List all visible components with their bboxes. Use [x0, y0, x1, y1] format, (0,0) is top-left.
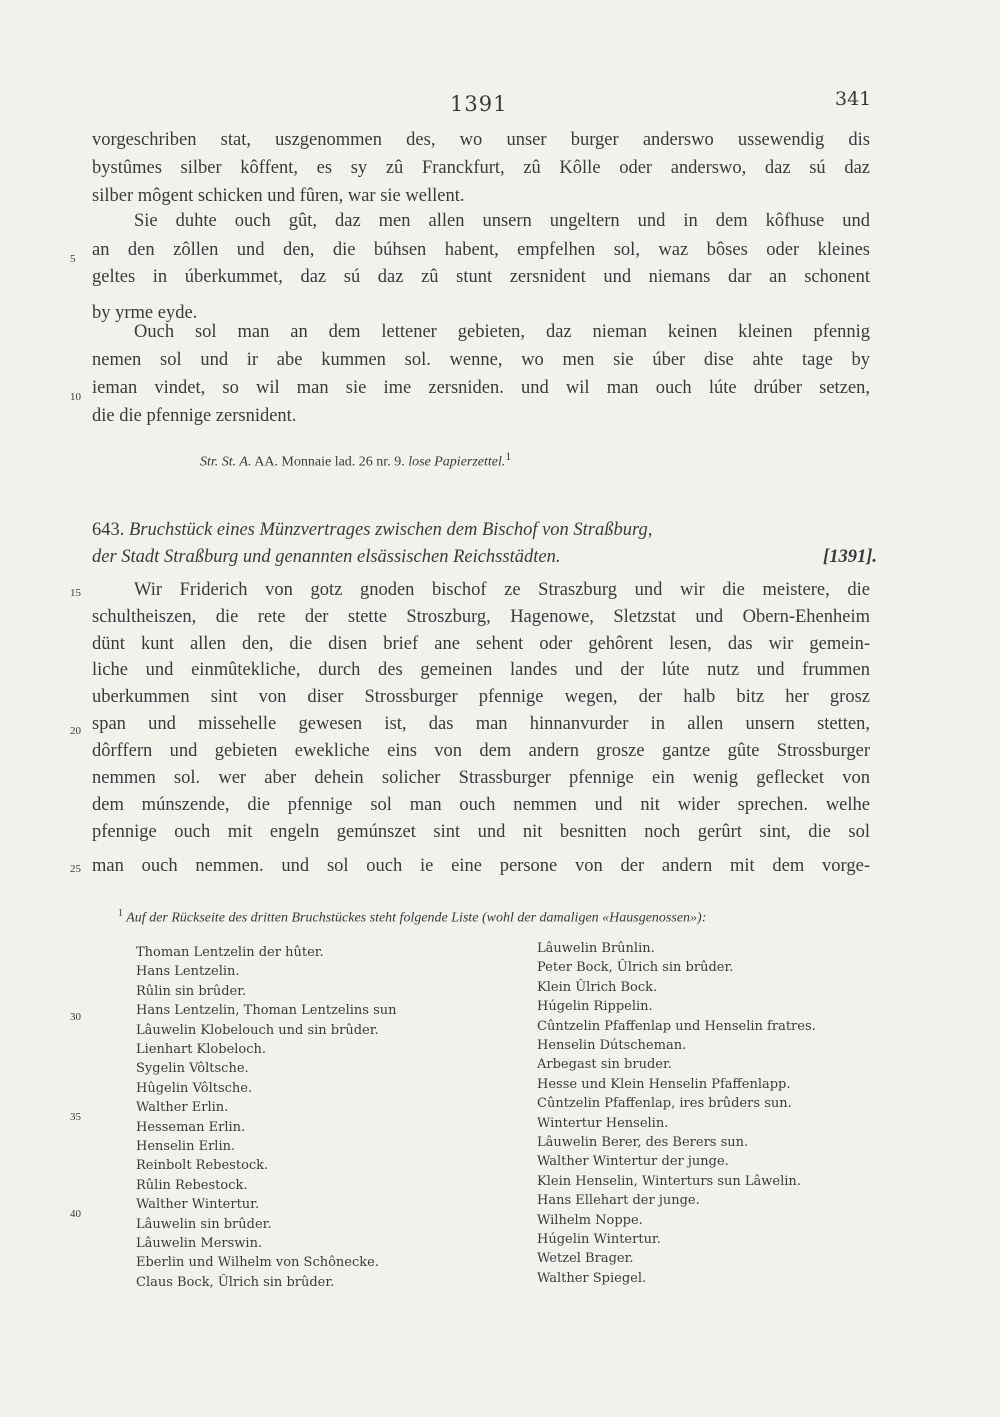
text-line: Sie duhte ouch gût, daz men allen unsern ungeltern und in dem kôfhuse und — [134, 211, 870, 231]
list-item: Lâuwelin Klobelouch und sin brûder. — [136, 1022, 379, 1038]
list-item: Sygelin Vôltsche. — [136, 1061, 249, 1077]
list-item: Lâuwelin sin brûder. — [136, 1216, 272, 1232]
text-line: vorgeschriben stat, uszgenommen des, wo unser burger anderswo ussewendig dis — [92, 130, 870, 150]
list-item: Henselin Erlin. — [136, 1139, 236, 1154]
list-item: Húgelin Rippelin. — [537, 999, 653, 1015]
list-item: Hesse und Klein Henselin Pfaffenlapp. — [537, 1076, 791, 1092]
line-number: 30 — [70, 1011, 81, 1023]
list-item: Hans Lentzelin, Thoman Lentzelins sun — [136, 1003, 397, 1019]
list-item: Lâuwelin Merswin. — [136, 1236, 263, 1251]
text-line: dôrffern und gebieten ewekliche eins von dem andern grosze gantze gûte Strossburger — [92, 741, 870, 761]
list-item: Hesseman Erlin. — [136, 1119, 246, 1135]
list-item: Eberlin und Wilhelm von Schônecke. — [136, 1255, 379, 1271]
text-line: dünt kunt allen den, die disen brief ane sehent oder gehôrent lesen, das wir gemein- — [92, 634, 870, 654]
text-line: die die pfennige zersnident. — [92, 406, 297, 426]
text-line: dem múnszende, die pfennige sol man ouch nemmen und nit wider sprechen. welhe — [92, 795, 870, 815]
text-line: liche und einmûtekliche, durch des gemeinen landes und der lúte nutz und frummen — [92, 660, 870, 680]
document-date: [1391]. — [823, 547, 877, 567]
list-item: Reinbolt Rebestock. — [136, 1158, 269, 1174]
list-item: Thoman Lentzelin der hûter. — [136, 945, 324, 960]
list-item: Wintertur Henselin. — [537, 1115, 669, 1131]
text-line: schultheiszen, die rete der stette Stroszburg, Hagenowe, Sletzstat und Obern-Ehenheim — [92, 607, 870, 627]
list-item: Hans Lentzelin. — [136, 964, 240, 980]
text-line: bystûmes silber kôffent, es sy zû Franckfurt, zû Kôlle oder anderswo, daz sú daz — [92, 158, 870, 178]
footnote-marker: 1 — [118, 908, 123, 919]
list-item: Hûgelin Vôltsche. — [136, 1080, 253, 1096]
line-number: 15 — [70, 587, 81, 599]
list-item: Cûntzelin Pfaffenlap, ires brûders sun. — [537, 1096, 792, 1112]
document-title-cont: der Stadt Straßburg und genannten elsässischen Reichsstädten. — [92, 547, 561, 567]
list-item: Klein Ûlrich Bock. — [537, 979, 658, 995]
text-line: ieman vindet, so wil man sie ime zersniden. und wil man ouch lúte drúber setzen, — [92, 378, 870, 398]
list-item: Lâuwelin Brûnlin. — [537, 941, 655, 956]
list-item: Walther Wintertur der junge. — [537, 1154, 729, 1170]
source-citation — [200, 450, 511, 471]
list-item: Húgelin Wintertur. — [537, 1232, 661, 1247]
list-item: Wetzel Brager. — [537, 1251, 634, 1267]
text-line: nemmen sol. wer aber dehein solicher Strassburger pfennige ein wenig geflecket von — [92, 768, 870, 788]
text-line: span und missehelle gewesen ist, das man hinnanvurder in allen unsern stetten, — [92, 714, 870, 734]
document-number: 643. — [92, 520, 125, 540]
text-line: man ouch nemmen. und sol ouch ie eine persone von der andern mit dem vorge- — [92, 856, 870, 876]
line-number: 35 — [70, 1111, 81, 1123]
line-number: 25 — [70, 863, 81, 875]
line-number: 40 — [70, 1208, 81, 1220]
list-item: Rûlin sin brûder. — [136, 983, 247, 999]
text-line: Wir Friderich von gotz gnoden bischof ze Straszburg und wir die meistere, die — [134, 580, 870, 600]
text-line: pfennige ouch mit engeln gemúnszet sint und nit besnitten noch gerûrt sint, die sol — [92, 822, 870, 842]
text-line: uberkummen sint von diser Strossburger pfennige wegen, der halb bitz her grosz — [92, 687, 870, 707]
list-item: Walther Erlin. — [136, 1100, 229, 1116]
page-number: 341 — [835, 88, 872, 110]
list-item: Lâuwelin Berer, des Berers sun. — [537, 1135, 749, 1150]
text-line: Ouch sol man an dem lettener gebieten, daz nieman keinen kleinen pfennig — [134, 322, 870, 342]
source-note: lose Papierzettel. — [408, 454, 506, 470]
footnote-heading-text: Auf der Rückseite des dritten Bruchstückes steht folgende Liste (wohl der damaligen «Hausgenossen»): — [123, 910, 707, 926]
running-head-year: 1391 — [450, 92, 508, 116]
document-title: Bruchstück eines Münzvertrages zwischen dem Bischof von Straßburg, — [124, 520, 653, 540]
list-item: Walther Spiegel. — [537, 1270, 647, 1286]
list-item: Walther Wintertur. — [136, 1197, 260, 1213]
footnote-heading — [118, 908, 706, 927]
document-title-line-2 — [92, 543, 877, 571]
list-item: Henselin Dútscheman. — [537, 1038, 687, 1053]
footnote-ref: 1 — [505, 450, 512, 463]
list-item: Lienhart Klobeloch. — [136, 1042, 267, 1057]
source-archive: Str. St. A. — [200, 454, 252, 470]
line-number: 20 — [70, 725, 81, 737]
text-line: silber môgent schicken und fûren, war sie wellent. — [92, 186, 465, 206]
list-item: Peter Bock, Ûlrich sin brûder. — [537, 960, 734, 976]
text-line: nemen sol und ir abe kummen sol. wenne, wo men sie úber dise ahte tage by — [92, 350, 870, 370]
line-number: 5 — [70, 253, 76, 265]
list-item: Wilhelm Noppe. — [537, 1212, 643, 1228]
text-line: geltes in úberkummet, daz sú daz zû stunt zersnident und niemans dar an schonent — [92, 267, 870, 287]
list-item: Rûlin Rebestock. — [136, 1177, 248, 1193]
list-item: Arbegast sin bruder. — [537, 1057, 672, 1073]
list-item: Cûntzelin Pfaffenlap und Henselin fratres. — [537, 1018, 816, 1034]
list-item: Klein Henselin, Winterturs sun Lâwelin. — [537, 1173, 801, 1189]
line-number: 10 — [70, 391, 81, 403]
list-item: Claus Bock, Ûlrich sin brûder. — [136, 1274, 335, 1290]
text-line: an den zôllen und den, die búhsen habent, empfelhen sol, waz bôses oder kleines — [92, 240, 870, 260]
document-title-line-1 — [92, 516, 877, 544]
list-item: Hans Ellehart der junge. — [537, 1193, 700, 1209]
text-line: by yrme eyde. — [92, 303, 198, 323]
source-shelfmark: AA. Monnaie lad. 26 nr. 9. — [251, 454, 409, 470]
